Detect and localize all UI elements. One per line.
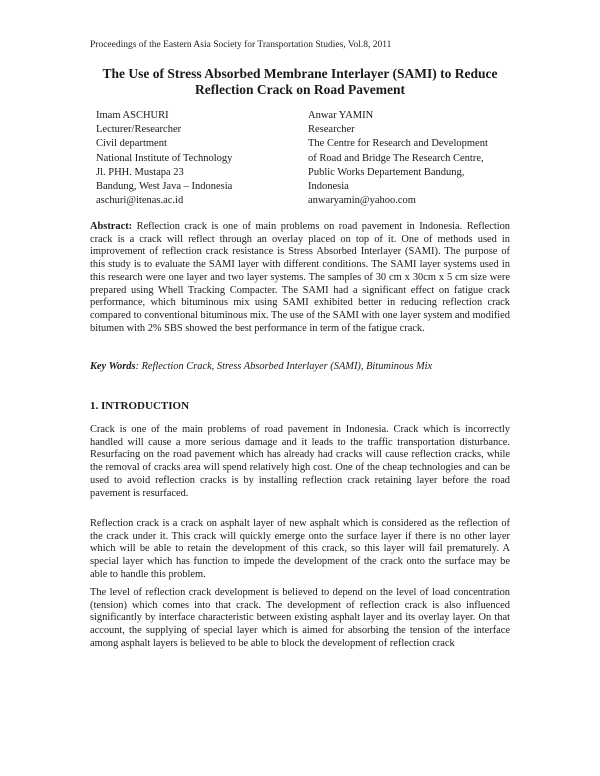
author-1-role: Lecturer/Researcher <box>96 124 182 136</box>
author-2-institution-line-3: Public Works Departement Bandung, <box>308 166 465 178</box>
section-heading-introduction: 1. INTRODUCTION <box>90 400 190 412</box>
running-head: Proceedings of the Eastern Asia Society for Transportation Studies, Vol.8, 2011 <box>90 40 392 50</box>
title-line-1: The Use of Stress Absorbed Membrane Interlayer (SAMI) to Reduce <box>102 66 498 81</box>
author-block-1 <box>96 109 232 208</box>
keywords-label: Key Words <box>90 361 136 372</box>
paper-title <box>60 66 540 98</box>
author-2-email[interactable]: anwaryamin@yahoo.com <box>308 195 416 207</box>
author-1-institution: National Institute of Technology <box>96 152 233 164</box>
author-2-name: Anwar YAMIN <box>308 110 374 121</box>
paragraph: The level of reflection crack development is believed to depend on the level of load concentration (tension) which comes into that crack. The development of reflection crack is also influenced significantly by interface characteristic between existing asphalt layer and its overlay layer. On that account, the supplying of special layer which is aimed for absorbing the tension of the interface among asphalt layers is believed to be able to block the development of reflection crack <box>90 587 510 649</box>
title-line-2: Reflection Crack on Road Pavement <box>195 82 405 97</box>
author-1-street: Jl. PHH. Mustapa 23 <box>96 166 184 178</box>
keywords-text: : Reflection Crack, Stress Absorbed Interlayer (SAMI), Bituminous Mix <box>135 361 433 372</box>
author-1-email[interactable]: aschuri@itenas.ac.id <box>96 195 184 207</box>
abstract-text: Reflection crack is one of main problems on road pavement in Indonesia. Reflection crack is a crack will reflect through an overlay placed on top of it. One of methods used in improvement of reflection crack resistance is Stress Absorbed Interlayer (SAMI). The purpose of this study is to evaluate the SAMI layer with different conditions. The SAMI layer systems used in this research were one layer and two layer systems. The samples of 30 cm x 30cm x 5 cm size were prepared using Whell Tracking Compacter. The SAMI had a significant effect on fatigue crack performance, which bituminous mix using SAMI exhibited better in reducing reflection crack compared to conventional bituminous mix. The use of the SAMI with one layer system and modified bitumen with 2% SBS showed the best performance in term of the fatigue crack. <box>90 221 510 334</box>
abstract <box>90 221 510 335</box>
paragraph: Reflection crack is a crack on asphalt layer of new asphalt which is considered as the reflection of the crack under it. This crack will quickly emerge onto the surface layer if there is no other layer which will be able to retain the development of this crack, so this layer will fail prematurely. A special layer which has function to impede the development of the crack onto the surface may be able to handle this problem. <box>90 518 510 580</box>
author-1-department: Civil department <box>96 138 167 150</box>
keywords <box>90 361 510 374</box>
author-1-city: Bandung, West Java – Indonesia <box>96 181 233 193</box>
author-2-role: Researcher <box>308 124 355 136</box>
author-2-country: Indonesia <box>308 181 349 193</box>
author-1-name: Imam ASCHURI <box>96 110 169 121</box>
author-2-institution-line-1: The Centre for Research and Development <box>308 138 488 150</box>
author-2-institution-line-2: of Road and Bridge The Research Centre, <box>308 152 484 164</box>
abstract-label: Abstract: <box>90 221 133 232</box>
paragraph: Crack is one of the main problems of road pavement in Indonesia. Crack which is incorrectly handled will cause a more serious damage and it leads to the traffic transportation disturbance. Resurfacing on the road pavement which has already had cracks will cause reflection cracks, while the removal of cracks area will spend relatively high cost. One of the cheap technologies and can be used to avoid reflection cracks is by installing reflection crack retaining layer before the road pavement is resurfaced. <box>90 424 510 499</box>
author-block-2 <box>308 109 488 208</box>
